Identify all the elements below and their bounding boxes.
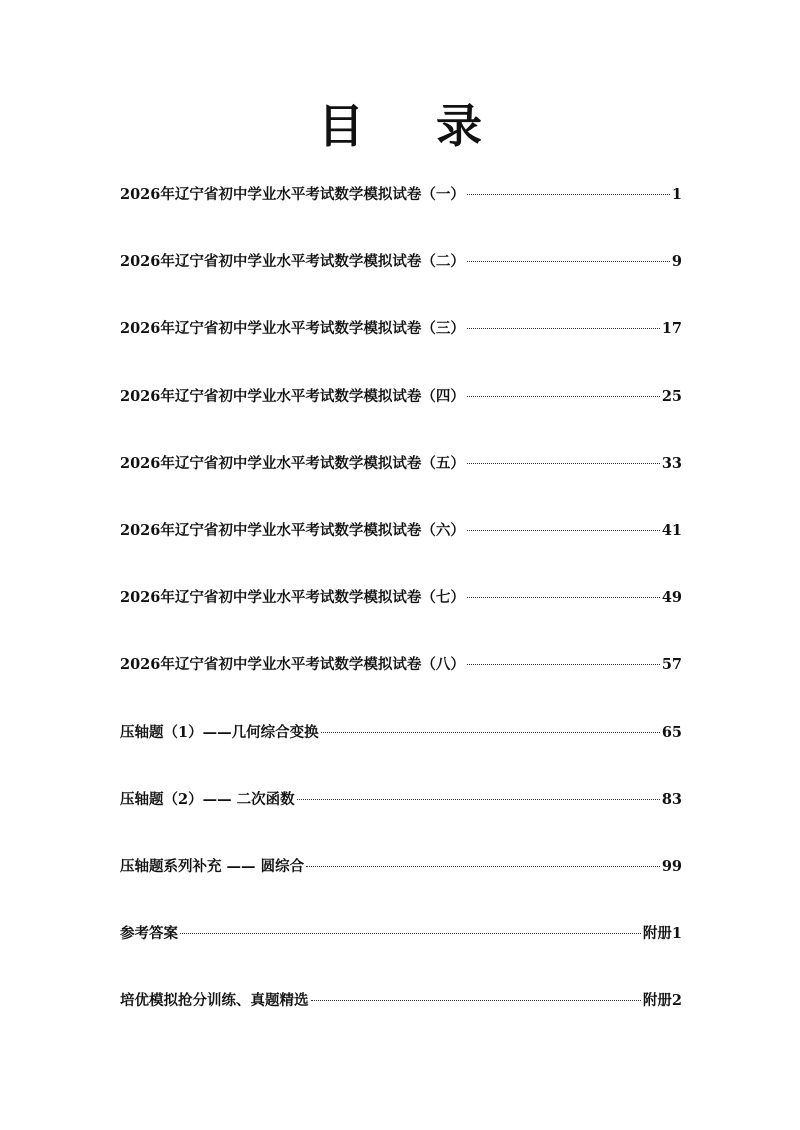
toc-entry-label: 培优模拟抢分训练、真题精选: [120, 992, 309, 1010]
dot-leader: [311, 1000, 641, 1001]
toc-entry-page: 9: [671, 253, 682, 271]
dot-leader: [467, 597, 660, 598]
toc-entry: [120, 384, 682, 451]
toc-entry: [120, 249, 682, 316]
toc-entry-label: 压轴题系列补充 —— 圆综合: [120, 857, 305, 875]
page-title: 目 录: [317, 99, 510, 153]
dot-leader: [306, 866, 660, 867]
toc-entry: [120, 316, 682, 383]
dot-leader: [467, 328, 660, 329]
toc-entry-label: 2026年辽宁省初中学业水平考试数学模拟试卷（三）: [120, 320, 465, 338]
toc-entry: [120, 652, 682, 719]
toc-entry-page: 33: [661, 454, 682, 472]
toc-entry-label: 压轴题（2）—— 二次函数: [120, 790, 295, 808]
toc-entry-page: 附册1: [642, 925, 682, 943]
toc-entry-label: 2026年辽宁省初中学业水平考试数学模拟试卷（六）: [120, 521, 465, 539]
dot-leader: [467, 530, 660, 531]
toc-entry-page: 83: [661, 790, 682, 808]
toc-entry: [120, 854, 682, 921]
toc-entry-page: 65: [661, 723, 682, 741]
dot-leader: [297, 799, 660, 800]
dot-leader: [467, 194, 670, 195]
toc-entry: [120, 182, 682, 249]
toc-entry: [120, 518, 682, 585]
toc-entry-label: 2026年辽宁省初中学业水平考试数学模拟试卷（四）: [120, 387, 465, 405]
toc-entry-page: 41: [661, 521, 682, 539]
toc-entry-label: 2026年辽宁省初中学业水平考试数学模拟试卷（七）: [120, 589, 465, 607]
dot-leader: [180, 933, 641, 934]
toc-entry-page: 57: [661, 656, 682, 674]
toc-entry: [120, 451, 682, 518]
toc-entry-label: 2026年辽宁省初中学业水平考试数学模拟试卷（五）: [120, 454, 465, 472]
toc-entry-label: 2026年辽宁省初中学业水平考试数学模拟试卷（二）: [120, 253, 465, 271]
toc-entry-label: 参考答案: [120, 925, 178, 943]
toc-entry-label: 2026年辽宁省初中学业水平考试数学模拟试卷（一）: [120, 186, 465, 203]
table-of-contents: [120, 182, 682, 1055]
toc-entry-page: 附册2: [642, 992, 682, 1010]
toc-entry: [120, 988, 682, 1055]
toc-entry-page: 25: [661, 387, 682, 405]
dot-leader: [467, 463, 660, 464]
toc-entry: [120, 921, 682, 988]
toc-entry: [120, 787, 682, 854]
toc-entry-label: 压轴题（1）——几何综合变换: [120, 723, 319, 741]
toc-entry-page: 1: [671, 186, 682, 203]
toc-entry: [120, 585, 682, 652]
toc-entry: [120, 720, 682, 787]
dot-leader: [467, 664, 660, 665]
toc-entry-page: 17: [661, 320, 682, 338]
dot-leader: [467, 396, 660, 397]
toc-entry-page: 99: [661, 857, 682, 875]
toc-entry-label: 2026年辽宁省初中学业水平考试数学模拟试卷（八）: [120, 656, 465, 674]
toc-entry-page: 49: [661, 589, 682, 607]
dot-leader: [467, 261, 670, 262]
dot-leader: [321, 732, 660, 733]
